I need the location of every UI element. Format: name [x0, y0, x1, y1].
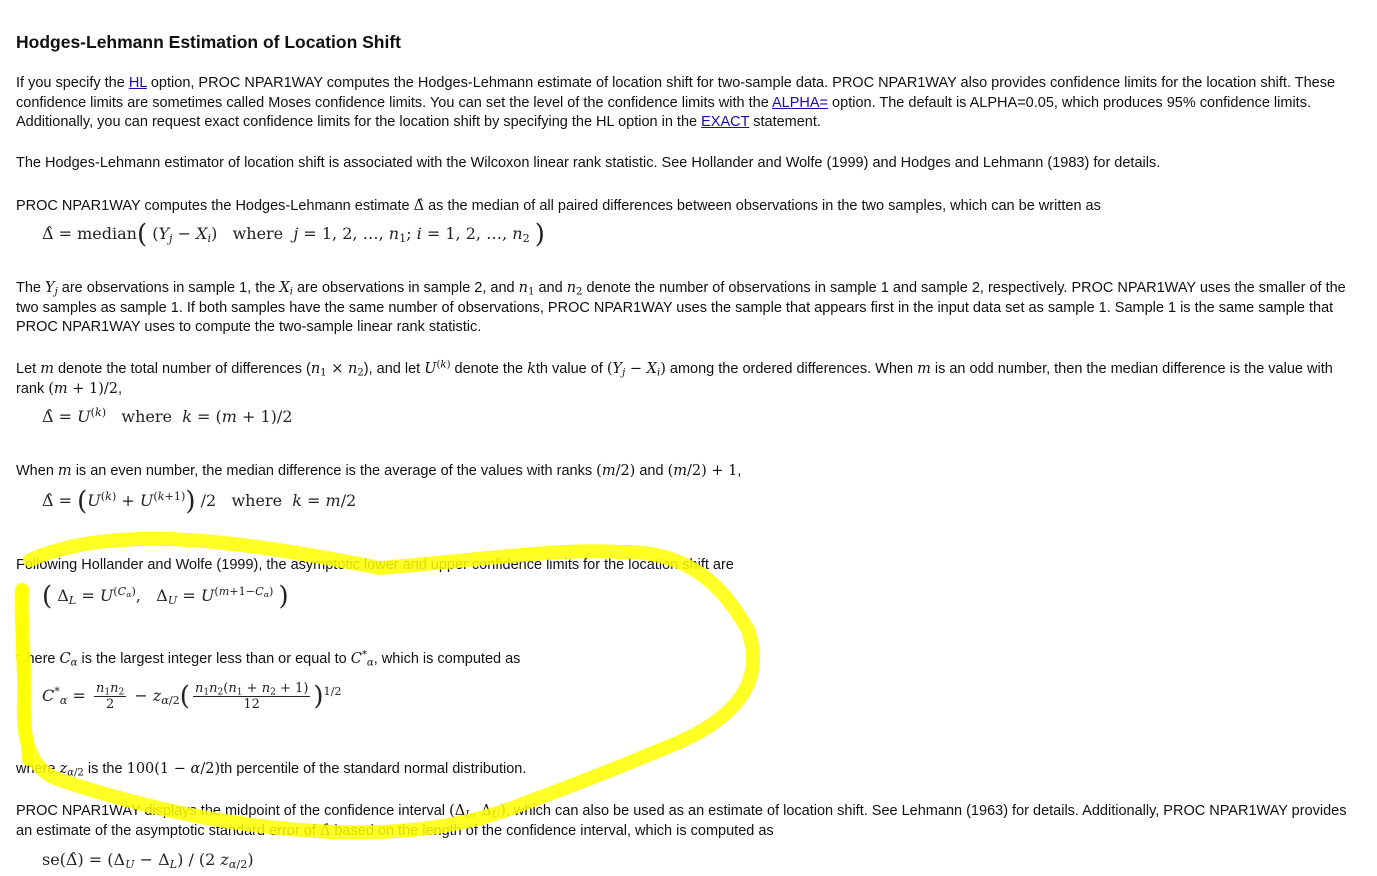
paragraph-samples: The $Y_j$ are observations in sample 1, the $X_i$ are observations in sample 2, and $n_1$ and $n_2$ denote the number of observations in sample 1 and sample 2, respectively. PROC NPAR1WAY uses the smaller of the two samples as sample 1. If both samples have the same number of observations, PROC NPAR1WAY uses the sample that appears first in the input data set as sample 1. Sample 1 is the same sample that PROC NPAR1WAY uses to compute the two-sample linear rank statistic. [16, 280, 1346, 335]
paragraph-confidence-limits: Following Hollander and Wolfe (1999), the asymptotic lower and upper confidence limits for the location shift are [16, 557, 734, 573]
delta-hat-symbol: Δ̂ [413, 198, 425, 214]
paragraph-wilcoxon: The Hodges-Lehmann estimator of location shift is associated with the Wilcoxon linear rank statistic. See Hollander and Wolfe (1999) and Hodges and Lehmann (1983) for details. [16, 155, 1161, 171]
paragraph-midpoint: PROC NPAR1WAY displays the midpoint of the confidence interval ($\Delta_L$, $\Delta_U$), which can also be used as an estimate of location shift. See Lehmann (1963) for details. Additionally, PROC NPAR1WAY provides an estimate of the asymptotic standard error of Δ̂ based on the length of the confidence interval, which is computed as [16, 803, 1347, 839]
equation-c-alpha: $C^*_\alpha$ = $\frac{n_1n_2}{2}$ − $z_{\alpha/2}$( $\frac{n_1n_2(n_1 + n_2 + 1)}{12}$ )$^{1/2}$ [42, 681, 342, 712]
equation-limits: ( $\Delta_L = U^{(C_\alpha)}$, $\Delta_U = U^{(m+1-C_\alpha)}$ ) [42, 581, 289, 612]
paragraph-estimate: PROC NPAR1WAY computes the Hodges-Lehmann estimate Δ̂ as the median of all paired differences between observations in the two samples, which can be written as [16, 198, 1101, 214]
alpha-link[interactable]: ALPHA= [772, 94, 829, 111]
equation-median: Δ̂ = median( $(Y_j - X_i)$ where j = 1, 2, …, $n_1$; i = 1, 2, …, $n_2$ ) [42, 219, 545, 250]
equation-odd: Δ̂ = $U^{(k)}$ where k = (m + 1)/2 [42, 405, 293, 426]
paragraph-even: When m is an even number, the median difference is the average of the values with ranks (m/2) and (m/2) + 1, [16, 463, 742, 479]
paragraph-z-alpha: where $z_{\alpha/2}$ is the 100(1 − α/2)th percentile of the standard normal distribution. [16, 761, 527, 779]
paragraph-intro: If you specify the HL option, PROC NPAR1WAY computes the Hodges-Lehmann estimate of location shift for two-sample data. PROC NPAR1WAY also provides confidence limits for the location shift. These confidence limits are sometimes called Moses confidence limits. You can set the level of the confidence limits with the ALPHA= option. The default is ALPHA=0.05, which produces 95% confidence limits. Additionally, you can request exact confidence limits for the location shift by specifying the HL option in the EXACT statement. [16, 75, 1336, 130]
paragraph-c-alpha: where $C_\alpha$ is the largest integer less than or equal to $C^*_\alpha$, which is computed as [16, 649, 521, 669]
equation-even: Δ̂ = $(U^{(k)} + U^{(k+1)})$ /2 where k = m/2 [42, 486, 357, 517]
hl-link[interactable]: HL [128, 75, 147, 91]
equation-standard-error: se(Δ̂) = $(\Delta_U - \Delta_L) / (2$ $z_{\alpha/2}$) [42, 850, 254, 871]
paragraph-differences: Let m denote the total number of differences $(n_1 \times n_2)$, and let $U^{(k)}$ denote the kth value of $(Y_j - X_i)$ among the ordered differences. When m is an odd number, then the median difference is the value with rank (m + 1)/2, [16, 359, 1333, 397]
page-title: Hodges-Lehmann Estimation of Location Shift [16, 32, 401, 52]
exact-link[interactable]: EXACT [701, 114, 750, 130]
